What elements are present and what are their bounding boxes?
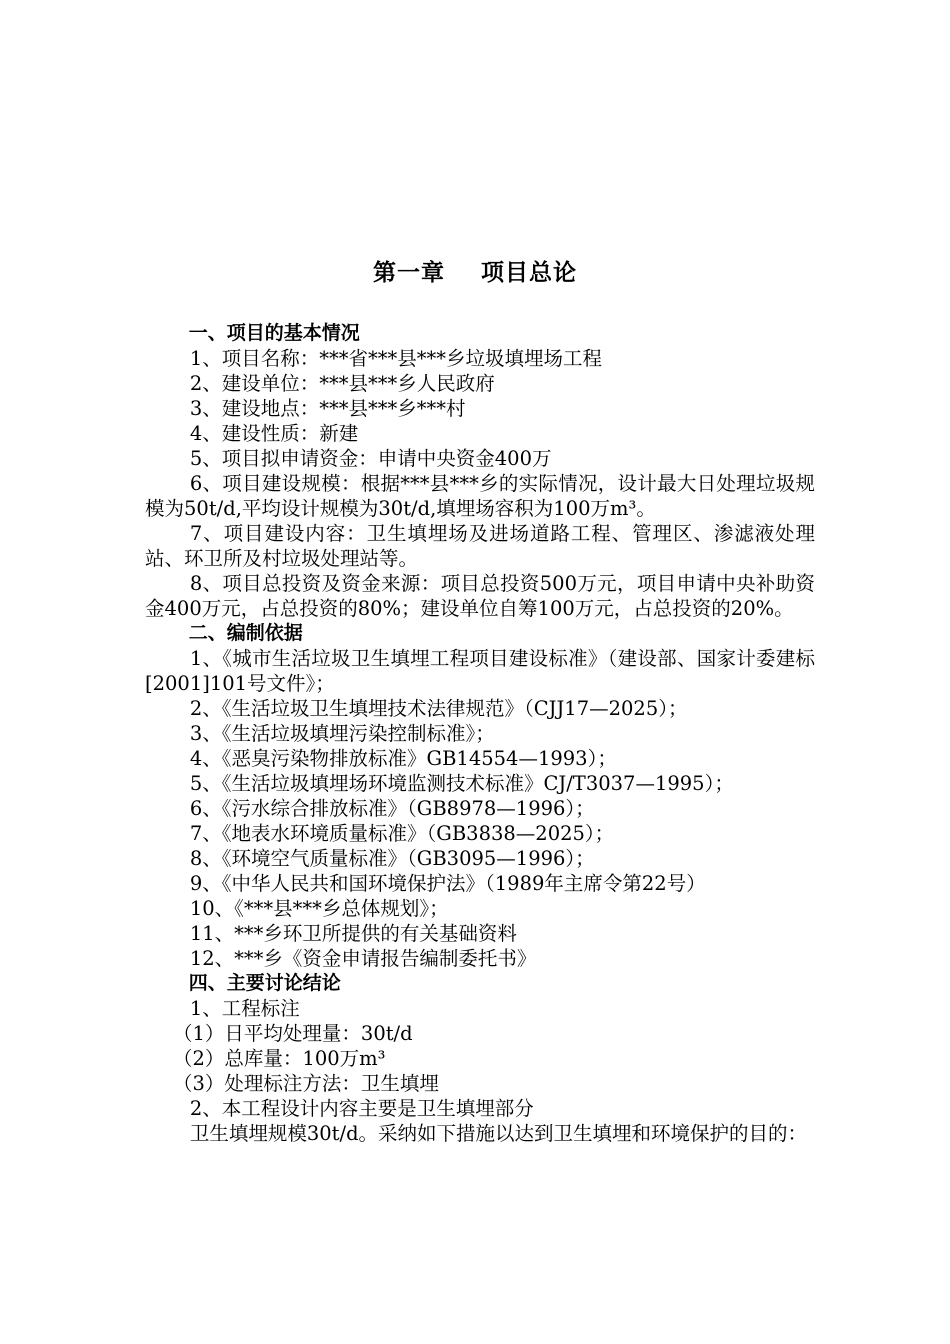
- basis-item-1: 1、《城市生活垃圾卫生填埋工程项目建设标准》（建设部、国家计委建标[2001]101号文件》；: [145, 647, 815, 695]
- chapter-name: 项目总论: [481, 260, 577, 286]
- basic-item-8: 8、项目总投资及资金来源：项目总投资500万元，项目申请中央补助资金400万元，占总投资的80%；建设单位自筹100万元，占总投资的20%。: [145, 572, 815, 620]
- conclusion-subitem-2: （2）总库量：100万m³: [173, 1047, 386, 1070]
- conclusion-item-2: 2、本工程设计内容主要是卫生填埋部分: [189, 1097, 534, 1120]
- basis-item-11: 11、***乡环卫所提供的有关基础资料: [189, 922, 517, 945]
- conclusion-item-3: 卫生填埋规模30t/d。采纳如下措施以达到卫生填埋和环境保护的目的：: [189, 1122, 808, 1145]
- chapter-number: 第一章: [373, 260, 445, 286]
- basic-item-6: 6、项目建设规模：根据***县***乡的实际情况，设计最大日处理垃圾规模为50t/d,平均设计规模为30t/d,填埋场容积为100万m³。: [145, 472, 815, 520]
- document-body: [145, 321, 815, 1146]
- basis-item-7: 7、《地表水环境质量标准》（GB3838—2025）；: [189, 822, 615, 845]
- basic-item-5: 5、项目拟申请资金：申请中央资金400万: [189, 447, 552, 470]
- basis-item-9: 9、《中华人民共和国环境保护法》（1989年主席令第22号）: [189, 872, 706, 895]
- basis-item-8: 8、《环境空气质量标准》（GB3095—1996）；: [189, 847, 595, 870]
- basis-item-5: 5、《生活垃圾填埋场环境监测技术标准》CJ/T3037—1995）；: [189, 772, 734, 795]
- basic-item-1: 1、项目名称：***省***县***乡垃圾填埋场工程: [189, 347, 603, 370]
- basis-item-3: 3、《生活垃圾填埋污染控制标准》；: [189, 722, 495, 745]
- chapter-title: [0, 258, 950, 288]
- conclusion-item-1: 1、工程标注: [189, 997, 300, 1020]
- section-heading-conclusion: 四、主要讨论结论: [188, 972, 341, 994]
- section-heading-basic: 一、项目的基本情况: [188, 322, 360, 344]
- basic-item-3: 3、建设地点：***县***乡***村: [189, 397, 466, 420]
- conclusion-subitem-1: （1）日平均处理量：30t/d: [173, 1022, 413, 1045]
- basic-item-4: 4、建设性质：新建: [189, 422, 359, 445]
- basic-item-7: 7、项目建设内容：卫生填埋场及进场道路工程、管理区、渗滤液处理站、环卫所及村垃圾处理站等。: [145, 522, 815, 570]
- basis-item-2: 2、《生活垃圾卫生填埋技术法律规范》（CJJ17—2025）；: [189, 697, 688, 720]
- basis-item-10: 10、《***县***乡总体规划》；: [189, 897, 449, 920]
- section-heading-basis: 二、编制依据: [188, 622, 303, 644]
- basic-item-2: 2、建设单位：***县***乡人民政府: [189, 372, 495, 395]
- basis-item-12: 12、***乡《资金申请报告编制委托书》: [189, 947, 537, 970]
- conclusion-subitem-3: （3）处理标注方法：卫生填埋: [173, 1072, 439, 1095]
- basis-item-4: 4、《恶臭污染物排放标准》GB14554—1993）；: [189, 747, 617, 770]
- basis-item-6: 6、《污水综合排放标准》（GB8978—1996）；: [189, 797, 595, 820]
